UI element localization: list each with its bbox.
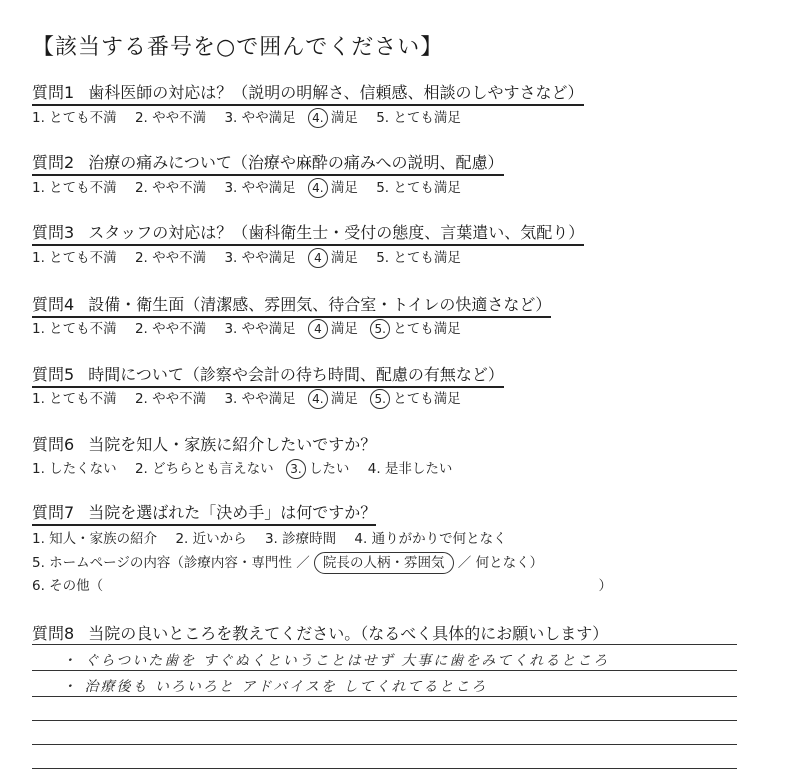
question-1-options bbox=[32, 106, 475, 128]
question-5-options bbox=[32, 387, 475, 409]
selection-circle: 4. bbox=[308, 389, 328, 409]
q6-option-3-label: したい bbox=[308, 461, 350, 477]
question-1-title bbox=[32, 80, 584, 106]
selection-circle: 3. bbox=[286, 459, 306, 479]
q1-option-3[interactable]: 3. やや満足 bbox=[224, 110, 296, 126]
q4-option-1[interactable]: 1. とても不満 bbox=[32, 321, 117, 337]
question-3-number: 質問3 bbox=[32, 223, 75, 242]
question-7-options-row1 bbox=[32, 527, 521, 547]
answer-line[interactable] bbox=[32, 768, 737, 769]
q2-option-2[interactable]: 2. やや不満 bbox=[134, 180, 207, 196]
question-2-text: 治療の痛みについて（治療や麻酔の痛みへの説明、配慮） bbox=[88, 153, 504, 172]
q7-option-5-suffix[interactable]: ／ 何となく） bbox=[457, 555, 544, 571]
q3-option-2[interactable]: 2. やや不満 bbox=[134, 250, 207, 266]
q7-option-1[interactable]: 1. 知人・家族の紹介 bbox=[32, 531, 158, 547]
selection-circle: 4. bbox=[308, 178, 328, 198]
selection-circle: 4 bbox=[308, 248, 328, 268]
question-4-title bbox=[32, 292, 551, 318]
question-6-options bbox=[32, 457, 466, 479]
question-3-title bbox=[32, 220, 584, 246]
question-4-text: 設備・衛生面（清潔感、雰囲気、待合室・トイレの快適さなど） bbox=[88, 295, 552, 314]
q1-option-4-label: 満足 bbox=[330, 110, 358, 126]
q7-option-4[interactable]: 4. 通りがかりで何となく bbox=[354, 531, 507, 547]
q1-option-2[interactable]: 2. やや不満 bbox=[134, 110, 207, 126]
q3-option-5[interactable]: 5. とても満足 bbox=[376, 250, 461, 266]
selection-circle: 4 bbox=[308, 319, 328, 339]
q3-option-4-selected[interactable] bbox=[308, 246, 358, 268]
question-7-text: 当院を選ばれた「決め手」は何ですか？ bbox=[88, 503, 377, 522]
handwritten-answer-2: ・ 治療後も いろいろと アドバイスを してくれてるところ bbox=[62, 679, 488, 695]
question-6-title bbox=[32, 432, 376, 456]
question-7-options-row3 bbox=[32, 574, 612, 594]
question-1-number: 質問1 bbox=[32, 83, 75, 102]
q2-option-4-selected[interactable] bbox=[308, 176, 358, 198]
q5-option-2[interactable]: 2. やや不満 bbox=[134, 391, 207, 407]
question-8-number: 質問8 bbox=[32, 624, 75, 643]
q6-option-2[interactable]: 2. どちらとも言えない bbox=[134, 461, 274, 477]
question-8-text: 当院の良いところを教えてください。（なるべく具体的にお願いします） bbox=[88, 624, 609, 643]
selection-circle: 5. bbox=[370, 389, 390, 409]
q4-option-3[interactable]: 3. やや満足 bbox=[224, 321, 296, 337]
q2-option-5[interactable]: 5. とても満足 bbox=[376, 180, 461, 196]
q2-option-4-label: 満足 bbox=[330, 180, 358, 196]
q5-option-5-label: とても満足 bbox=[393, 391, 461, 407]
q7-option-5-selected[interactable]: 院長の人柄・雰囲気 bbox=[314, 552, 454, 574]
q6-option-1[interactable]: 1. したくない bbox=[32, 461, 117, 477]
answer-line[interactable] bbox=[32, 744, 737, 745]
q7-option-6[interactable]: 6. その他（ bbox=[32, 578, 104, 594]
question-6-text: 当院を知人・家族に紹介したいですか？ bbox=[88, 435, 377, 454]
answer-line bbox=[32, 696, 737, 697]
question-4-number: 質問4 bbox=[32, 295, 75, 314]
q7-option-2[interactable]: 2. 近いから bbox=[175, 531, 247, 547]
q4-option-2[interactable]: 2. やや不満 bbox=[134, 321, 207, 337]
q2-option-3[interactable]: 3. やや満足 bbox=[224, 180, 296, 196]
question-2-options bbox=[32, 176, 475, 198]
q6-option-3-selected[interactable] bbox=[286, 457, 350, 479]
q1-option-4-selected[interactable] bbox=[308, 106, 358, 128]
q2-option-1[interactable]: 1. とても不満 bbox=[32, 180, 117, 196]
answer-line[interactable] bbox=[32, 720, 737, 721]
q1-option-1[interactable]: 1. とても不満 bbox=[32, 110, 117, 126]
q4-option-5-selected[interactable] bbox=[370, 317, 461, 339]
question-4-options bbox=[32, 317, 475, 339]
question-8-title bbox=[32, 621, 608, 645]
question-1-text: 歯科医師の対応は？（説明の明解さ、信頼感、相談のしやすさなど） bbox=[88, 83, 584, 102]
question-7-title bbox=[32, 500, 376, 526]
q3-option-4-label: 満足 bbox=[330, 250, 358, 266]
question-5-number: 質問5 bbox=[32, 365, 75, 384]
question-7-options-row2 bbox=[32, 551, 543, 574]
question-3-options bbox=[32, 246, 475, 268]
q5-option-1[interactable]: 1. とても不満 bbox=[32, 391, 117, 407]
q5-option-5-selected[interactable] bbox=[370, 387, 461, 409]
question-3-text: スタッフの対応は？（歯科衛生士・受付の態度、言葉遣い、気配り） bbox=[88, 223, 585, 242]
q3-option-1[interactable]: 1. とても不満 bbox=[32, 250, 117, 266]
q7-option-6-close: ） bbox=[598, 578, 612, 594]
q4-option-4-label: 満足 bbox=[330, 321, 358, 337]
q1-option-5[interactable]: 5. とても満足 bbox=[376, 110, 461, 126]
q6-option-4[interactable]: 4. 是非したい bbox=[367, 461, 453, 477]
question-7-number: 質問7 bbox=[32, 503, 75, 522]
q3-option-3[interactable]: 3. やや満足 bbox=[224, 250, 296, 266]
q7-option-5-prefix[interactable]: 5. ホームページの内容（診療内容・専門性 ／ bbox=[32, 555, 310, 571]
q4-option-5-label: とても満足 bbox=[393, 321, 461, 337]
question-5-text: 時間について（診察や会計の待ち時間、配慮の有無など） bbox=[88, 365, 504, 384]
question-5-title bbox=[32, 362, 504, 388]
selection-circle: 4. bbox=[308, 108, 328, 128]
q5-option-4-selected[interactable] bbox=[308, 387, 358, 409]
answer-line bbox=[32, 670, 737, 671]
q5-option-3[interactable]: 3. やや満足 bbox=[224, 391, 296, 407]
q5-option-4-label: 満足 bbox=[330, 391, 358, 407]
answer-line bbox=[32, 644, 737, 645]
question-2-title bbox=[32, 150, 504, 176]
survey-header: 【該当する番号を○で囲んでください】 bbox=[32, 35, 444, 60]
q4-option-4-selected[interactable] bbox=[308, 317, 358, 339]
q7-option-3[interactable]: 3. 診療時間 bbox=[264, 531, 337, 547]
question-2-number: 質問2 bbox=[32, 153, 75, 172]
question-6-number: 質問6 bbox=[32, 435, 75, 454]
selection-circle: 5. bbox=[370, 319, 390, 339]
handwritten-answer-1: ・ ぐらついた歯を すぐぬくということはせず 大事に歯をみてくれるところ bbox=[62, 653, 610, 669]
